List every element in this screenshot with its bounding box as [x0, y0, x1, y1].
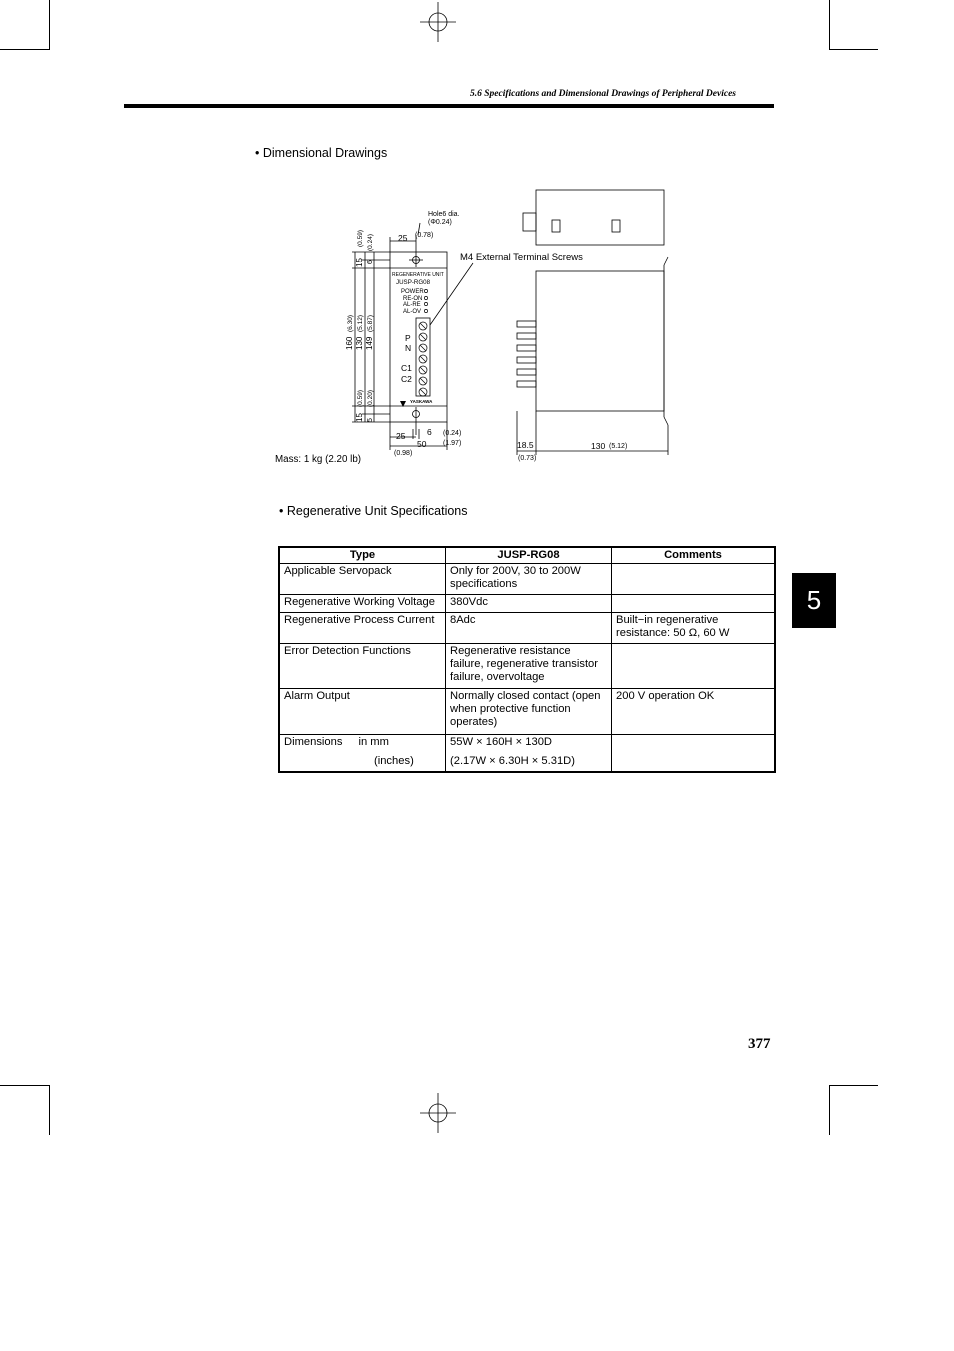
terminal-n: N [405, 343, 412, 353]
table-row [279, 613, 775, 644]
row-type: Regenerative Working Voltage [279, 595, 446, 613]
hole-label: Hole6 dia. [428, 211, 460, 218]
mass-label: Mass: 1 kg (2.20 lb) [275, 454, 362, 465]
dimensions-unit-mm: in mm [358, 736, 389, 748]
brand-logo: YASKAWA [410, 399, 433, 404]
led-re-on: RE-ON [403, 296, 423, 302]
dim-130-side: 130 [591, 441, 606, 451]
dimensional-drawing [340, 185, 680, 470]
dim-15-top: 15 [355, 258, 364, 267]
panel-title: REGENERATIVE UNIT [392, 272, 444, 278]
dimensions-label: Dimensions [284, 736, 343, 748]
terminal-screws [419, 322, 427, 396]
page-number: 377 [748, 1036, 771, 1052]
dim-587: (5.87) [367, 315, 374, 332]
dimensions-unit-in: (inches) [374, 755, 414, 767]
spec-table [278, 546, 776, 773]
section-heading-drawings: • Dimensional Drawings [255, 146, 388, 160]
table-header-row [279, 547, 775, 564]
row-type: Alarm Output [279, 689, 446, 735]
dim-197: (1.97) [443, 440, 462, 447]
dim-020-bottom: (0.20) [367, 390, 374, 407]
table-row [279, 644, 775, 689]
crop-mark [829, 1085, 878, 1086]
terminal-p: P [405, 333, 411, 343]
led-al-ov: AL-OV [403, 309, 422, 315]
dim-25-bottom: 25 [396, 431, 406, 441]
chapter-tab: 5 [792, 573, 836, 628]
row-type: Error Detection Functions [279, 644, 446, 689]
row-type: Regenerative Process Current [279, 613, 446, 644]
dimensions-label-cell [279, 735, 446, 773]
row-value: 8Adc [446, 613, 612, 644]
crop-mark [829, 49, 878, 50]
row-comment [612, 564, 776, 595]
crop-mark [49, 0, 50, 50]
row-comment [612, 595, 776, 613]
dimensions-value-in: (2.17W × 6.30H × 5.31D) [450, 755, 575, 767]
dim-6-top: 6 [367, 260, 374, 264]
dim-059-bottom: (0.59) [357, 390, 364, 407]
dimensions-value-cell [446, 735, 612, 773]
crop-mark [0, 49, 50, 50]
crop-mark [829, 1085, 830, 1135]
row-value: 380Vdc [446, 595, 612, 613]
led-al-re: AL-RE [403, 302, 421, 308]
crop-mark [0, 1085, 50, 1086]
dim-073: (0.73) [518, 455, 537, 462]
dim-512: (5.12) [357, 315, 364, 332]
row-value: Only for 200V, 30 to 200W specifications [446, 564, 612, 595]
row-comment: 200 V operation OK [612, 689, 776, 735]
dim-5-bottom: 5 [367, 418, 374, 422]
terminal-c2: C2 [401, 374, 412, 384]
header-model: JUSP-RG08 [446, 547, 612, 564]
table-row [279, 689, 775, 735]
row-type: Applicable Servopack [279, 564, 446, 595]
dim-512-side: (5.12) [609, 443, 628, 450]
dim-078: (0.78) [415, 232, 434, 239]
dim-149: 149 [365, 336, 374, 350]
crop-mark [49, 1085, 50, 1135]
side-view-outline [536, 271, 664, 411]
dim-15-bottom: 15 [355, 413, 364, 422]
dim-024-bottom: (0.24) [443, 430, 462, 437]
table-row [279, 595, 775, 613]
dimensions-comment [612, 735, 776, 773]
hole-inch: (Φ0.24) [428, 219, 452, 226]
header-type: Type [279, 547, 446, 564]
dim-25-top: 25 [398, 233, 408, 243]
table-row-dimensions [279, 735, 775, 773]
dim-098: (0.98) [394, 450, 413, 457]
crop-mark [829, 0, 830, 50]
top-view-outline [536, 190, 664, 245]
dim-160: 160 [345, 336, 354, 350]
dimensions-value-mm: 55W × 160H × 130D [450, 736, 552, 748]
registration-mark [420, 1093, 456, 1133]
dim-185: 18.5 [517, 440, 534, 450]
header-comments: Comments [612, 547, 776, 564]
row-value: Regenerative resistance failure, regenerative transistor failure, overvoltage [446, 644, 612, 689]
dim-059-top: (0.59) [357, 230, 364, 247]
dim-630: (6.30) [347, 315, 354, 332]
dim-6-bottom: 6 [427, 427, 432, 437]
row-comment [612, 644, 776, 689]
row-comment: Built−in regenerative resistance: 50 Ω, 60 W [612, 613, 776, 644]
registration-mark [420, 2, 456, 42]
side-terminals [517, 321, 536, 387]
dim-50: 50 [417, 439, 427, 449]
terminal-c1: C1 [401, 363, 412, 373]
terminal-label: M4 External Terminal Screws [460, 252, 583, 263]
running-header: 5.6 Specifications and Dimensional Drawings of Peripheral Devices [470, 89, 736, 99]
dim-024-top: (0.24) [367, 234, 374, 251]
led-power: POWER [401, 289, 424, 295]
table-row [279, 564, 775, 595]
row-value: Normally closed contact (open when protective function operates) [446, 689, 612, 735]
section-heading-specs: • Regenerative Unit Specifications [279, 504, 468, 518]
dim-130: 130 [355, 336, 364, 350]
header-rule [124, 104, 774, 108]
panel-model: JUSP-RG08 [396, 279, 431, 286]
